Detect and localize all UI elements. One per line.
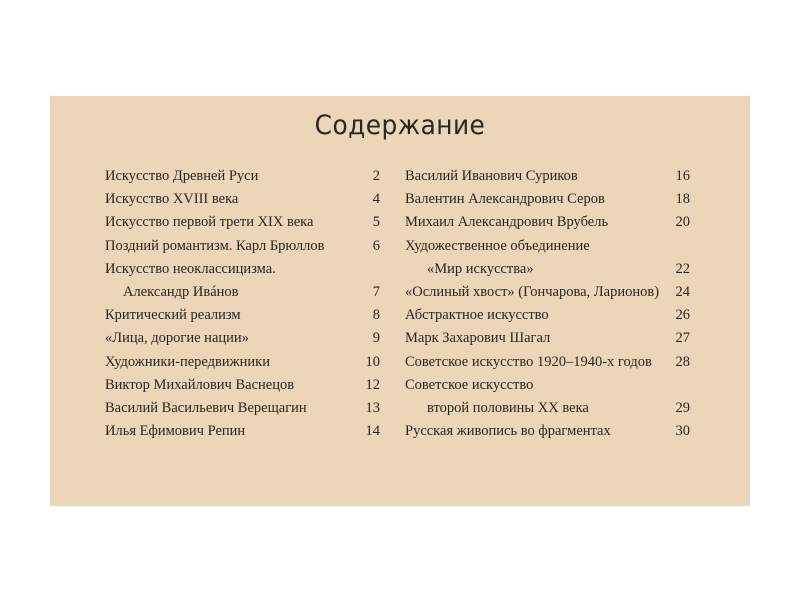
toc-entry-page-number: 20 (675, 214, 690, 231)
toc-entry-page-number: 10 (365, 353, 380, 370)
toc-entry-page-number: 14 (365, 423, 380, 440)
toc-entry (105, 421, 380, 444)
toc-entry-title: Советское искусство (405, 376, 534, 393)
toc-entry-title: второй половины XX века (427, 399, 589, 416)
toc-entry-page-number: 16 (675, 168, 690, 184)
page-title: Содержание (314, 110, 486, 141)
toc-entry (105, 282, 380, 305)
toc-entry-title: «Ослиный хвост» (Гончарова, Ларионов) (405, 283, 660, 300)
toc-entry (105, 328, 380, 351)
toc-entry-page-number: 9 (372, 330, 380, 347)
toc-entry (105, 375, 380, 398)
toc-entry (105, 189, 380, 212)
toc-entry (105, 212, 380, 235)
toc-entry-page-number: 6 (372, 237, 380, 254)
toc-entry-page-number: 4 (372, 191, 380, 208)
toc-entry (405, 259, 690, 282)
toc-entry (105, 305, 380, 328)
toc-entry-page-number: 13 (365, 399, 380, 416)
toc-entry-title: Художники-передвижники (105, 353, 270, 370)
toc-entry-title: Искусство первой трети XIX века (105, 214, 314, 231)
toc-entry-page-number: 8 (372, 307, 380, 324)
toc-entry-page-number: 18 (675, 191, 690, 208)
toc-entry-title: Абстрактное искусство (405, 307, 549, 324)
toc-entry-page-number: 2 (372, 168, 380, 184)
toc-entry-title: Искусство неоклассицизма. (105, 260, 276, 277)
toc-entry-page-number: 29 (675, 399, 690, 416)
toc-entry-page-number: 26 (675, 307, 690, 324)
toc-entry-title: Советское искусство 1920–1940-х годов (405, 353, 652, 370)
toc-entry-page-number: 24 (675, 283, 690, 300)
toc-entry (105, 398, 380, 421)
toc-entry-title: Василий Иванович Суриков (405, 168, 578, 184)
toc-entry-title: Александр Ивáнов (123, 283, 239, 300)
toc-right-column (405, 166, 690, 444)
toc-entry-page-number: 12 (365, 376, 380, 393)
toc-entry-title: Поздний романтизм. Карл Брюллов (105, 237, 325, 254)
toc-entry (405, 352, 690, 375)
toc-entry (405, 189, 690, 212)
toc-entry (405, 328, 690, 351)
toc-entry-title: Художественное объединение (405, 237, 590, 254)
toc-entry-title: Валентин Александрович Серов (405, 191, 605, 208)
toc-entry-title: Михаил Александрович Врубель (405, 214, 609, 231)
toc-entry-title: Василий Васильевич Верещагин (105, 399, 307, 416)
toc-entry-page-number: 7 (372, 283, 380, 300)
toc-entry (405, 398, 690, 421)
toc-entry-title: Искусство XVIII века (105, 191, 239, 208)
toc-entry (405, 212, 690, 235)
toc-entry (405, 421, 690, 444)
toc-entry (105, 259, 380, 282)
toc-entry (405, 375, 690, 398)
toc-entry (405, 236, 690, 259)
toc-entry-title: Виктор Михайлович Васнецов (105, 376, 295, 393)
toc-entry-page-number: 28 (675, 353, 690, 370)
book-page (50, 96, 750, 506)
toc-left-column (105, 166, 380, 444)
toc-entry (105, 166, 380, 189)
toc-entry-page-number: 30 (675, 423, 690, 440)
toc-entry (405, 305, 690, 328)
toc-entry-title: «Мир искусства» (427, 260, 534, 277)
toc-entry-title: «Лица, дорогие нации» (105, 330, 249, 347)
toc-entry (105, 236, 380, 259)
toc-entry-title: Русская живопись во фрагментах (405, 423, 611, 440)
toc-entry (405, 282, 690, 305)
toc-entry (105, 352, 380, 375)
toc-entry-title: Марк Захарович Шагал (405, 330, 551, 347)
toc-entry-page-number: 22 (675, 260, 690, 277)
toc-entry-title: Критический реализм (105, 307, 241, 324)
toc-entry-title: Искусство Древней Руси (105, 168, 259, 184)
toc-entry (405, 166, 690, 189)
toc-entry-page-number: 27 (675, 330, 690, 347)
toc-entry-page-number: 5 (372, 214, 380, 231)
toc-entry-title: Илья Ефимович Репин (105, 423, 246, 440)
